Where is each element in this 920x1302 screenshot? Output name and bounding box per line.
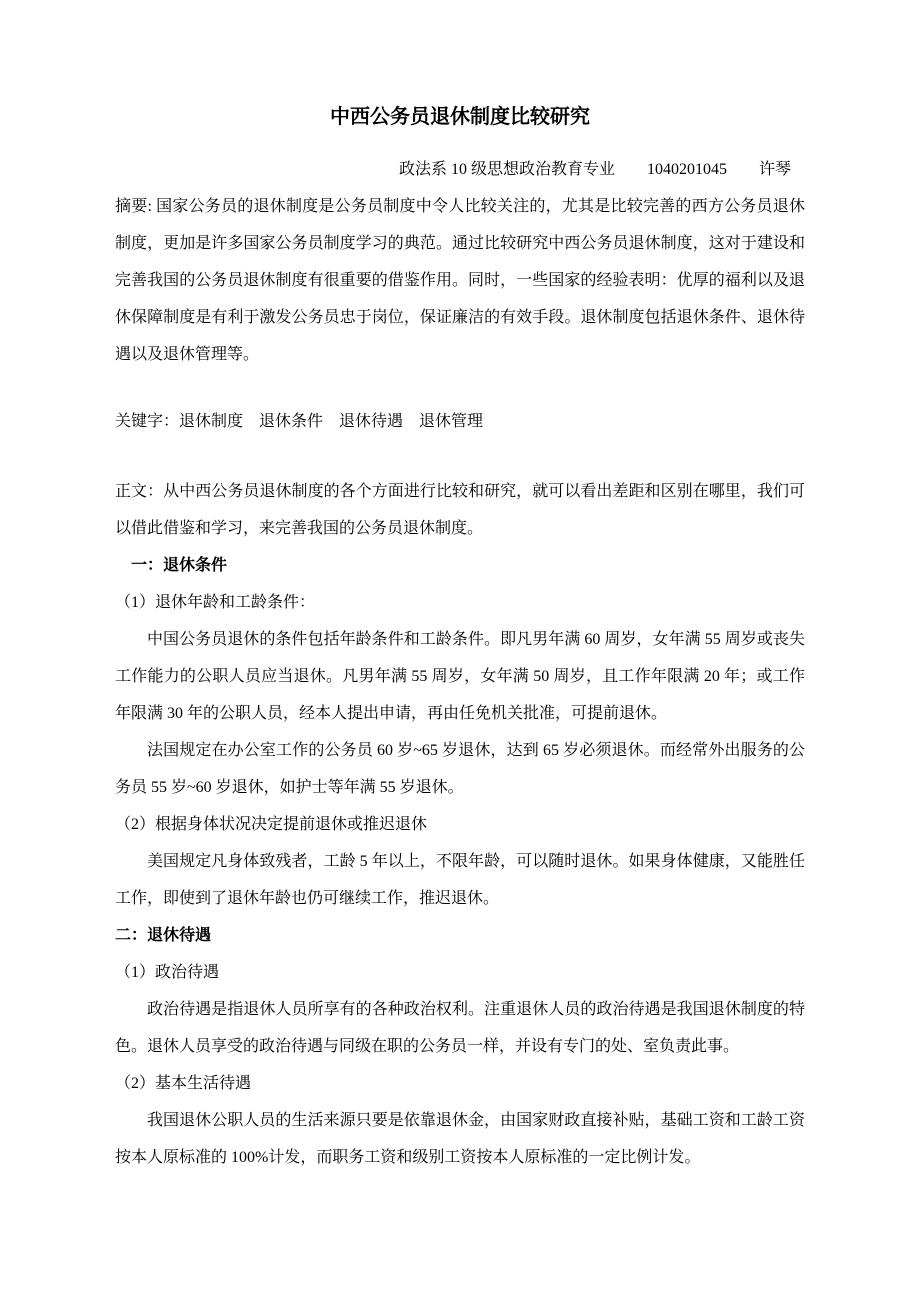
section-2-item-1-heading: （1）政治待遇 bbox=[115, 964, 220, 981]
keywords-line: 关键字：退休制度 退休条件 退休待遇 退休管理 bbox=[115, 413, 484, 430]
document-title: 中西公务员退休制度比较研究 bbox=[330, 106, 590, 128]
section-2-item-2-body: 我国退休公职人员的生活来源只要是依靠退休金，由国家财政直接补贴，基础工资和工龄工资按本人原标准的 100%计发，而职务工资和级别工资按本人原标准的一定比例计发。 bbox=[115, 1112, 805, 1166]
section-1-item-1-body-china: 中国公务员退休的条件包括年龄条件和工龄条件。即凡男年满 60 周岁，女年满 55 周岁或丧失工作能力的公职人员应当退休。凡男年满 55 周岁，女年满 50 周岁，且工作年限满 20 年；或工作年限满 30 年的公职人员，经本人提出申请，再由任免机关批准，可提前退休。 bbox=[115, 631, 805, 722]
section-1-item-2-body-usa: 美国规定凡身体致残者，工龄 5 年以上，不限年龄，可以随时退休。如果身体健康，又能胜任工作，即使到了退休年龄也仍可继续工作，推迟退休。 bbox=[115, 853, 805, 907]
section-2-item-2-heading: （2）基本生活待遇 bbox=[115, 1075, 252, 1092]
section-1-item-1-heading: （1）退休年龄和工龄条件： bbox=[115, 594, 316, 611]
section-1-heading: 一：退休条件 bbox=[131, 557, 228, 574]
section-2-item-1-body: 政治待遇是指退休人员所享有的各种政治权利。注重退休人员的政治待遇是我国退休制度的特色。退休人员享受的政治待遇与同级在职的公务员一样，并设有专门的处、室负责此事。 bbox=[115, 1001, 805, 1055]
section-1-item-2-heading: （2）根据身体状况决定提前退休或推迟退休 bbox=[115, 816, 428, 833]
author-byline: 政法系 10 级思想政治教育专业 1040201045 许琴 bbox=[398, 161, 791, 178]
section-2-heading: 二：退休待遇 bbox=[115, 927, 212, 944]
abstract-paragraph: 摘要: 国家公务员的退休制度是公务员制度中令人比较关注的，尤其是比较完善的西方公务员退休制度，更加是许多国家公务员制度学习的典范。通过比较研究中西公务员退休制度，这对于建设和完善我国的公务员退休制度有很重要的借鉴作用。同时，一些国家的经验表明：优厚的福利以及退休保障制度是有利于激发公务员忠于岗位，保证廉洁的有效手段。退休制度包括退休条件、退休待遇以及退休管理等。 bbox=[115, 198, 805, 363]
section-1-item-1-body-france: 法国规定在办公室工作的公务员 60 岁~65 岁退休，达到 65 岁必须退休。而经常外出服务的公务员 55 岁~60 岁退休，如护士等年满 55 岁退休。 bbox=[115, 742, 805, 796]
intro-paragraph: 正文：从中西公务员退休制度的各个方面进行比较和研究，就可以看出差距和区别在哪里，我们可以借此借鉴和学习，来完善我国的公务员退休制度。 bbox=[115, 483, 805, 537]
